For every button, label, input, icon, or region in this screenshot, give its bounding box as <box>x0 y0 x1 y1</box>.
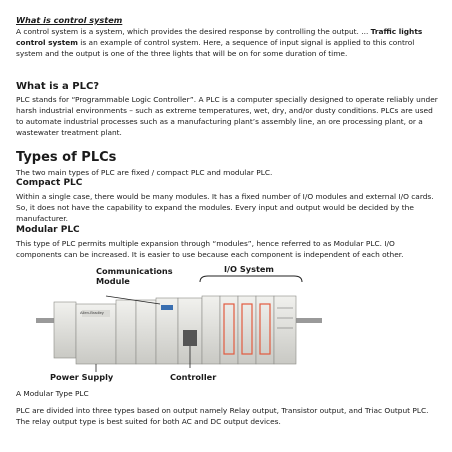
compact-plc-paragraph: Within a single case, there would be many modules. It has a fixed number of I/O modules and external I/O cards. So, it does not have the capability to expand the modules. Every input and output would be decided by the manufacturer. <box>16 192 434 223</box>
io-system-brace <box>200 276 302 282</box>
plc-modules <box>54 296 296 364</box>
subheading-compact-plc: Compact PLC <box>16 178 83 188</box>
label-power-supply: Power Supply <box>50 372 114 382</box>
subheading-modular-plc: Modular PLC <box>16 225 80 235</box>
figure-caption: A Modular Type PLC <box>16 389 89 398</box>
label-controller: Controller <box>170 372 217 382</box>
modular-plc-figure <box>36 264 322 384</box>
closing-paragraph: PLC are divided into three types based on output namely Relay output, Transistor output, and Triac Output PLC. The relay output type is best suited for both AC and DC output devices. <box>16 406 429 426</box>
label-communications-module: Communications Module <box>96 266 173 286</box>
control-system-paragraph <box>16 26 438 59</box>
section-heading-control-system: What is control system <box>16 15 123 25</box>
section-heading-types-of-plcs: Types of PLCs <box>16 150 117 165</box>
paragraph-text: A control system is a system, which provides the desired response by controlling the output. ... <box>16 27 371 36</box>
paragraph-text: is an example of control system. Here, a sequence of input signal is applied to this control system and the output is one of the three lights that will be on for some duration of time. <box>16 38 415 58</box>
what-is-plc-paragraph: PLC stands for “Programmable Logic Controller”. A PLC is a computer specially designed to operate reliably under harsh industrial environments – such as extreme temperatures, wet, dry, and/or dusty conditions. PLCs are used to automate industrial processes such as a manufacturing plant’s assembly line, an ore processing plant, or a wastewater treatment plant. <box>16 95 438 137</box>
paragraph-bold-text: Traffic lights control system <box>16 27 423 47</box>
modular-plc-paragraph: This type of PLC permits multiple expansion through “modules”, hence referred to as Modular PLC. I/O components can be increased. It is easier to use because each component is independent of each other. <box>16 239 404 259</box>
section-heading-what-is-plc: What is a PLC? <box>16 81 100 92</box>
types-intro-paragraph: The two main types of PLC are fixed / compact PLC and modular PLC. <box>16 168 273 177</box>
label-io-system: I/O System <box>224 264 274 274</box>
brand-text: Allen-Bradley <box>80 310 104 315</box>
